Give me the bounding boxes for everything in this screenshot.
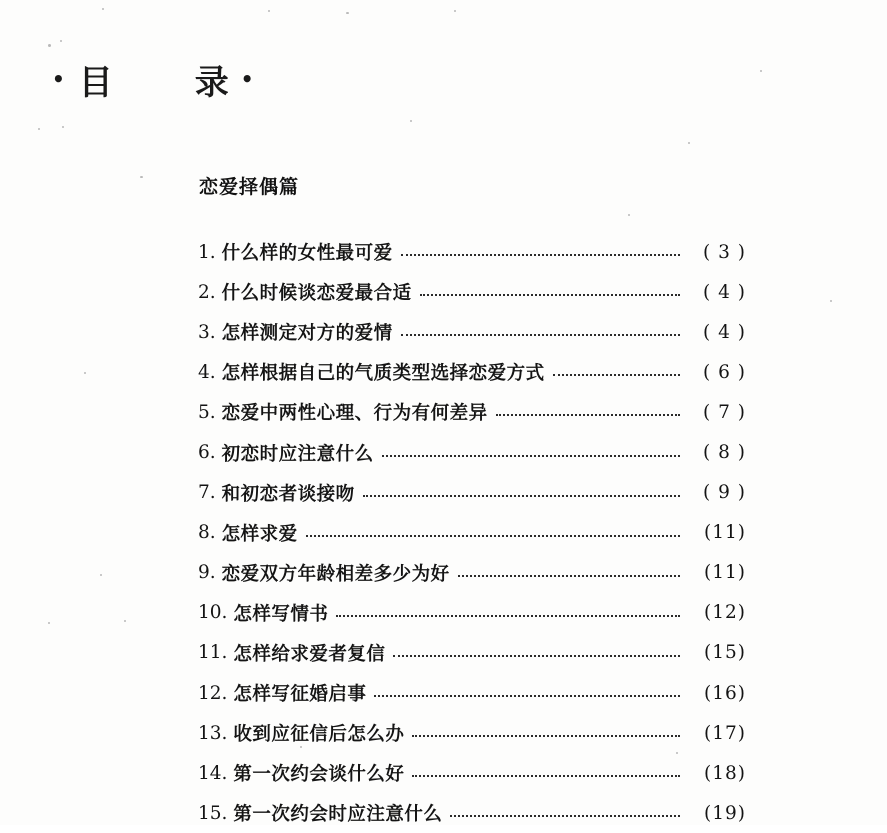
toc-entry-page: (12) (704, 602, 746, 624)
dot-leader (420, 294, 680, 296)
toc-entry (198, 553, 746, 593)
toc-entry-number: 2. (198, 281, 216, 303)
toc-entry-number: 4. (198, 361, 216, 383)
bullet-dot-icon: • (52, 67, 65, 91)
toc-entry-page: (16) (704, 682, 746, 704)
bullet-dot-icon: • (240, 67, 254, 91)
dot-leader (401, 334, 680, 336)
toc-entry (198, 352, 746, 392)
toc-entry-title: 第一次约会时应注意什么 (233, 804, 443, 826)
toc-entry (198, 793, 746, 833)
toc-entry-page: ( 6 ) (703, 361, 746, 383)
toc-entry (198, 713, 746, 753)
heading-char-lu: 录 (194, 62, 229, 103)
toc-entry-number: 10. (198, 602, 228, 624)
toc-entry-page: ( 9 ) (703, 482, 746, 504)
toc-entry-page: (17) (704, 722, 746, 744)
scan-speck (628, 214, 630, 216)
toc-entry-title: 第一次约会谈什么好 (233, 764, 405, 786)
toc-entry-page: (18) (704, 762, 746, 784)
dot-leader (450, 815, 680, 817)
toc-entry-page: (11) (704, 562, 746, 584)
dot-leader (496, 414, 680, 416)
toc-entry (198, 513, 746, 553)
toc-entry-title: 怎样测定对方的爱情 (221, 323, 393, 345)
toc-entry-number: 13. (198, 722, 228, 744)
toc-entry-number: 12. (198, 682, 228, 704)
scan-speck (84, 372, 86, 374)
scan-speck (60, 40, 62, 42)
scan-speck (100, 574, 102, 576)
toc-entry-title: 和初恋者谈接吻 (221, 483, 355, 505)
toc-entry-title: 什么时候谈恋爱最合适 (221, 283, 412, 305)
dot-leader (363, 495, 680, 497)
dot-leader (382, 455, 680, 457)
toc-entry-title: 恋爱双方年龄相差多少为好 (221, 563, 450, 585)
toc-entry-number: 9. (198, 562, 216, 584)
table-of-contents (198, 232, 746, 833)
scan-speck (102, 8, 104, 10)
toc-entry-page: ( 4 ) (703, 321, 746, 343)
toc-entry-title: 初恋时应注意什么 (221, 443, 374, 465)
scan-speck (48, 622, 50, 624)
toc-entry-title: 怎样写情书 (233, 603, 329, 625)
dot-leader (401, 254, 680, 256)
scan-speck (124, 620, 126, 622)
toc-entry-page: ( 4 ) (703, 281, 746, 303)
scan-speck (48, 44, 51, 47)
scan-speck (38, 128, 40, 130)
scan-speck (140, 176, 143, 178)
toc-entry (198, 673, 746, 713)
toc-entry-title: 怎样根据自己的气质类型选择恋爱方式 (221, 363, 545, 385)
toc-entry-title: 收到应征信后怎么办 (233, 724, 405, 746)
toc-entry (198, 753, 746, 793)
toc-entry (198, 593, 746, 633)
toc-entry-title: 怎样写征婚启事 (233, 684, 367, 706)
dot-leader (553, 374, 680, 376)
toc-entry-number: 6. (198, 442, 216, 464)
toc-entry-page: ( 8 ) (703, 442, 746, 464)
dot-leader (374, 695, 680, 697)
toc-entry-title: 怎样求爱 (221, 523, 298, 545)
toc-entry-title: 恋爱中两性心理、行为有何差异 (221, 403, 488, 425)
scan-speck (346, 12, 349, 14)
toc-entry (198, 392, 746, 432)
toc-entry (198, 232, 746, 272)
scan-speck (62, 126, 64, 128)
toc-entry-number: 1. (198, 241, 216, 263)
toc-entry (198, 633, 746, 673)
toc-entry-page: (19) (704, 802, 746, 824)
toc-entry-number: 7. (198, 482, 216, 504)
scan-speck (454, 10, 456, 12)
scan-speck (830, 300, 832, 302)
toc-entry-page: ( 7 ) (703, 401, 746, 423)
dot-leader (306, 535, 680, 537)
toc-entry-page: (15) (704, 642, 746, 664)
dot-leader (336, 615, 680, 617)
toc-entry-number: 5. (198, 401, 216, 423)
toc-entry-number: 14. (198, 762, 228, 784)
toc-entry-number: 11. (198, 642, 228, 664)
toc-entry-page: (11) (704, 522, 746, 544)
contents-heading (52, 56, 254, 102)
dot-leader (458, 575, 680, 577)
toc-entry (198, 432, 746, 472)
scan-speck (410, 120, 412, 122)
toc-entry (198, 312, 746, 352)
toc-entry-number: 3. (198, 321, 216, 343)
scan-speck (760, 70, 762, 72)
dot-leader (412, 775, 680, 777)
scan-speck (268, 10, 270, 12)
heading-char-mu: 目 (78, 62, 113, 103)
dot-leader (412, 735, 680, 737)
toc-entry (198, 272, 746, 312)
toc-entry-page: ( 3 ) (703, 241, 746, 263)
scan-speck (688, 142, 690, 144)
toc-entry (198, 473, 746, 513)
toc-entry-number: 15. (198, 802, 228, 824)
toc-entry-title: 什么样的女性最可爱 (221, 243, 393, 265)
section-title: 恋爱择偶篇 (199, 176, 300, 198)
dot-leader (393, 655, 680, 657)
toc-entry-number: 8. (198, 522, 216, 544)
toc-entry-title: 怎样给求爱者复信 (233, 643, 386, 665)
